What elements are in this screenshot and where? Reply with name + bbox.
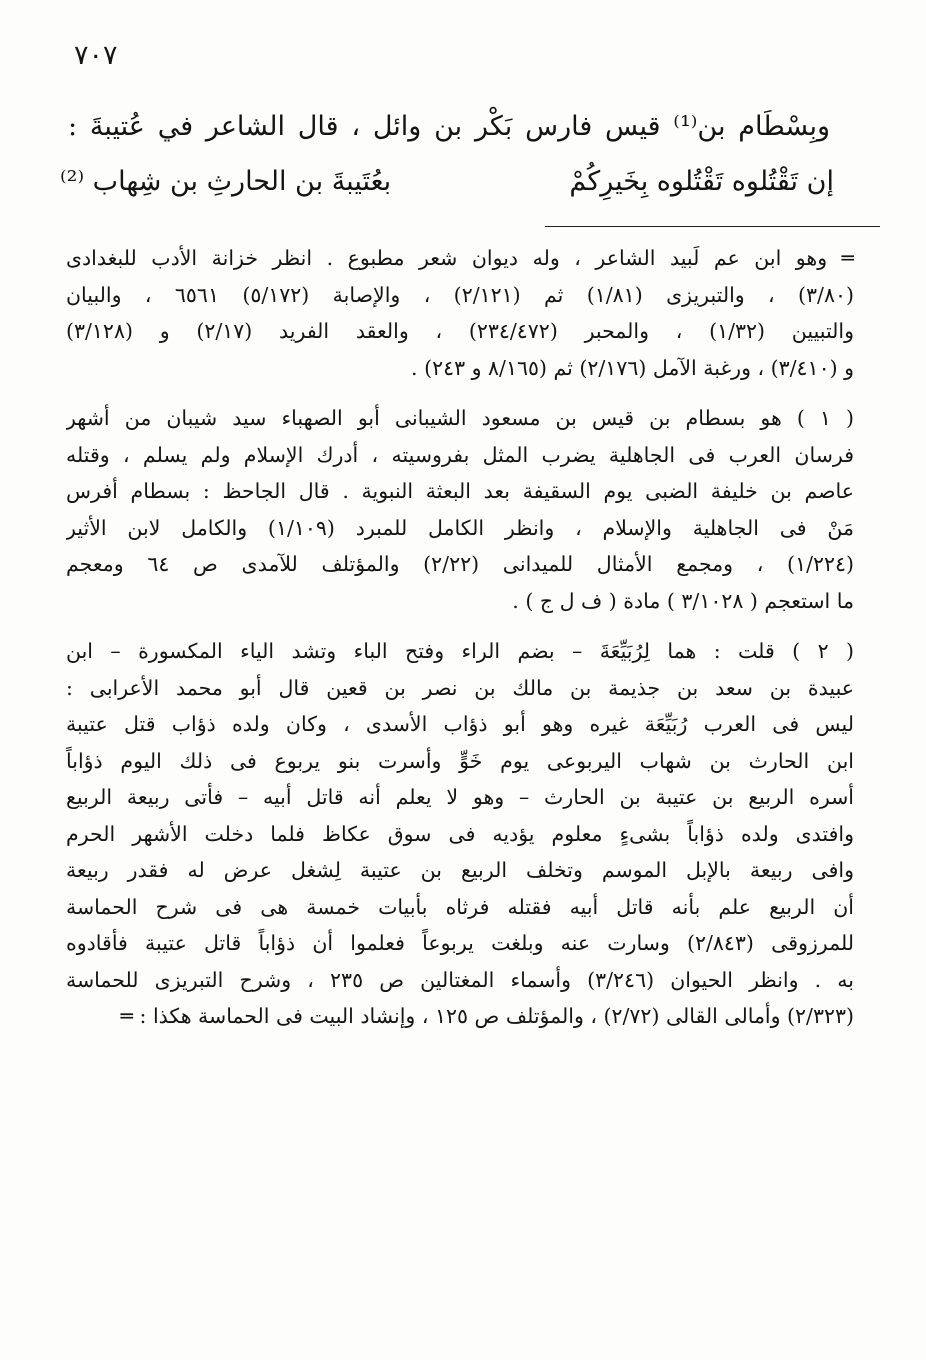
poetry-verse [60, 155, 834, 209]
footnotes [66, 240, 854, 1035]
footnote-2-line: أسره الربيع بن عتيبة بن الحارث – وهو لا يعلم أنه قاتل أبيه – فأتى ربيعة الربيع [66, 785, 854, 809]
footnote-2-line: ( ٢ ) قلت : هما لِرُبَيِّعَةَ – بضم الراء وفتح الباء وتشد الياء المكسورة – ابن [66, 639, 854, 663]
footnote-1-line: فرسان العرب فى الجاهلية يضرب المثل بفروسيته ، أدرك الإسلام ولم يسلم ، وقتله [66, 442, 854, 467]
footnote-2-line: (٢/٣٢٣) وأمالى القالى (٢/٧٢) ، والمؤتلف ص ١٢٥ ، وإنشاد البيت فى الحماسة هكذا : ═ [120, 1004, 854, 1028]
footnote-2-line: ابن الحارث بن شهاب اليربوعى يوم خَوٍّ وأسرت بنو يربوع فى ذلك اليوم ذؤاباً [66, 748, 854, 773]
footnote-1-line: مَنْ فى الجاهلية والإسلام ، وانظر الكامل للمبرد (١/١٠٩) والكامل لابن الأثير [66, 515, 854, 540]
footnote-2-line: ليس فى العرب رُبَيِّعَة غيره وهو أبو ذؤاب الأسدى ، وكان ولده ذؤاب قتل عتيبة [66, 712, 854, 736]
verse-first-hemistich: إن تَقْتُلوه تَقْتُلوه بِخَيرِكُمْ [569, 166, 834, 197]
footnote-continued-line: والتبيين (١/٣٢) ، والمحبر (٢٣٤/٤٧٢) ، والعقد الفريد (٢/١٧) و (٣/١٢٨) [66, 319, 854, 343]
footnote-2-line: أن الربيع علم بأنه قاتل أبيه فقتله فرثاه بأبيات خمسة هى فى شرح الحماسة [66, 894, 854, 919]
footnote-2-line: وافى ربيعة بالإبل الموسم وتخلف الربيع بن عتيبة لِشغل عرض له فقدر ربيعة [66, 858, 854, 882]
footnote-separator [545, 226, 880, 227]
footnote-1-line: (١/٢٢٤) ، ومجمع الأمثال للميدانى (٢/٢٢) والمؤتلف للآمدى ص ٦٤ ومعجم [66, 552, 854, 576]
footnote-2-line: وافتدى ولده ذؤاباً بشىءٍ معلوم يؤديه فى سوق عكاظ فلما دخلت الأشهر الحرم [66, 821, 854, 846]
footnote-2-line: للمرزوقى (٢/٨٤٣) وسارت عنه وبلغت يربوعاً فعلموا أن ذؤاباً قاتل عتيبة فأقادوه [66, 931, 854, 955]
footnote-1-line: ما استعجم ( ٣/١٠٢٨ ) مادة ( ف ل ج ) . [512, 588, 854, 613]
footnote-1-line: عاصم بن خليفة الضبى يوم السقيفة بعد البعثة النبوية . قال الجاحظ : بسطام أفرس [66, 479, 854, 503]
footnote-continued-line: ═ وهو ابن عم لَبيد الشاعر ، وله ديوان شعر مطبوع . انظر خزانة الأدب للبغدادى [66, 246, 854, 270]
verse-second-hemistich: بعُتَيبةَ بن الحارثِ بن شِهاب ⁽²⁾ [60, 166, 392, 197]
main-text-line: وبِسْطَام بن⁽¹⁾ قيس فارس بَكْر بن وائل ، قال الشاعر في عُتيبةَ : [68, 111, 831, 142]
footnote-continued-line: (٣/٨٠) ، والتبريزى (١/٨١) ثم (٢/١٢١) ، والإصابة (٥/١٧٢) ٦٥٦١ ، والبيان [66, 282, 854, 307]
page-number: ٧٠٧ [74, 40, 118, 71]
footnote-2-line: عبيدة بن سعد بن جذيمة بن مالك بن نصر بن قعين قال أبو محمد الأعرابى : [66, 675, 854, 700]
footnote-2-line: به . وانظر الحيوان (٣/٢٤٦) وأسماء المغتالين ص ٢٣٥ ، وشرح التبريزى للحماسة [66, 967, 854, 992]
footnote-1-line: ( ١ ) هو بسطام بن قيس بن مسعود الشيبانى أبو الصهباء سيد شيبان من أشهر [66, 406, 854, 430]
footnote-continued-line: و (٣/٤١٠) ، ورغبة الآمل (٢/١٧٦) ثم (٨/١٦٥ و ٢٤٣) . [411, 355, 854, 380]
